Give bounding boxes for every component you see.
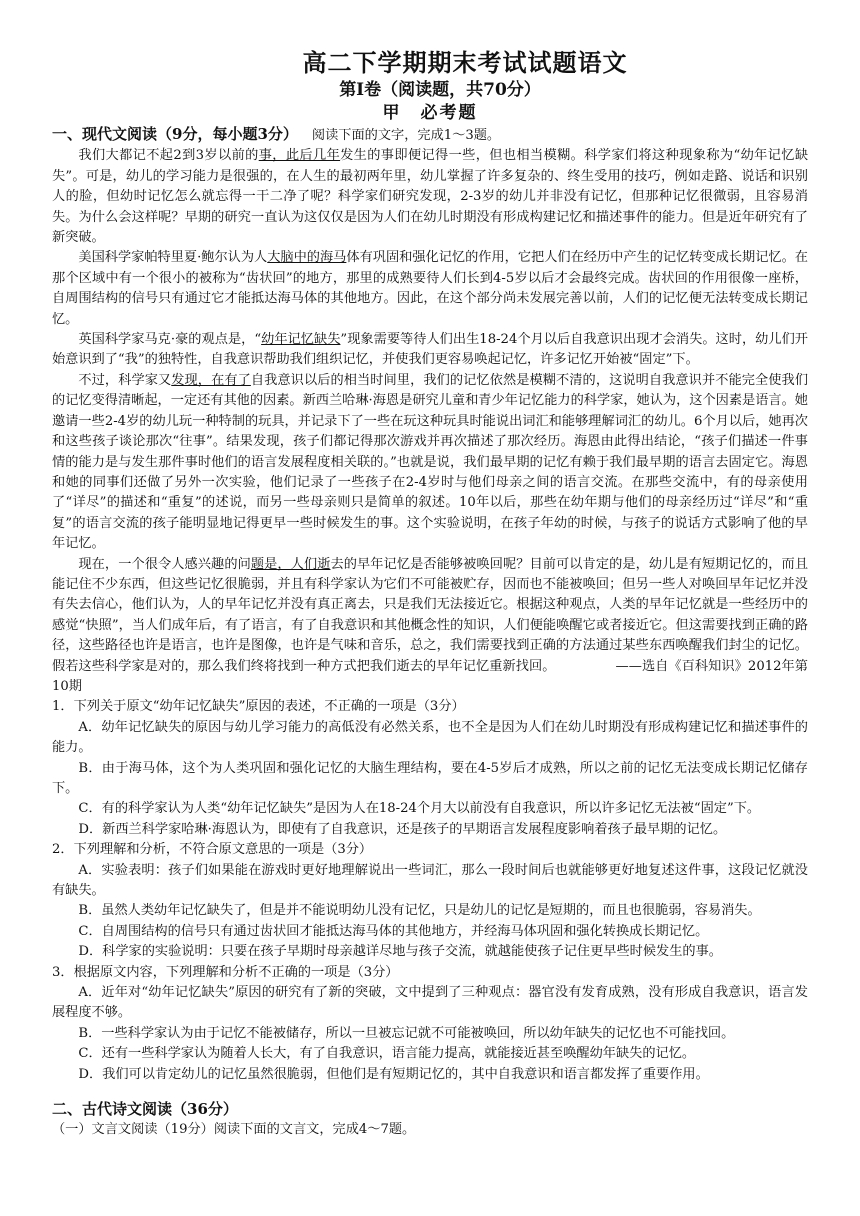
underlined-text: 幼年记忆缺失 (261, 332, 341, 348)
page-title: 高二下学期期末考试试题语文 (302, 48, 628, 77)
question-stem: 1．下列关于原文“幼年记忆缺失”原因的表述，不正确的一项是（3分） (52, 699, 465, 715)
question-option: B．由于海马体，这个为人类巩固和强化记忆的大脑生理结构，要在4-5岁后才成熟，所以之前的记忆无法变成长期记忆储存下。 (52, 760, 808, 796)
section1-heading-line (52, 124, 808, 146)
underlined-text: 事，此后几年 (258, 148, 341, 164)
section1-lead: 阅读下面的文字，完成1～3题。 (311, 128, 501, 143)
question-option: B．虽然人类幼年记忆缺失了，但是并不能说明幼儿没有记忆，只是幼儿的记忆是短期的，而且也很脆弱，容易消失。 (78, 903, 761, 919)
question-option: A．幼年记忆缺失的原因与幼儿学习能力的高低没有必然关系，也不全是因为人们在幼儿时期没有形成构建记忆和描述事件的能力。 (52, 719, 808, 756)
volume-heading: 第Ⅰ卷（阅读题，共70分） (339, 80, 541, 100)
section1-heading: 一、现代文阅读（9分，每小题3分） (52, 125, 298, 143)
question-option: C．自周围结构的信号只有通过齿状回才能抵达海马体的其他地方，并经海马体巩固和强化转换成长期记忆。 (78, 923, 709, 939)
question-option: C．还有一些科学家认为随着人长大，有了自我意识，语言能力提高，就能接近甚至唤醒幼年缺失的记忆。 (78, 1046, 696, 1062)
paragraph-2: 美国科学家帕特里夏·鲍尔认为人大脑中的海马体有巩固和强化记忆的作用，它把人们在经历中产生的记忆转变成长期记忆。在那个区域中有一个很小的被称为“齿状回”的地方，那里的成熟要待人们长到4-5岁以后才会最终完成。齿状回的作用很像一座桥，自周围结构的信号只有通过它才能抵达海马体的其他地方。因此，在这个部分尚未发展完善以前，人们的记忆便无法转变成长期记忆。 (52, 250, 808, 327)
question-option: A．近年对“幼年记忆缺失”原因的研究有了新的突破，文中提到了三种观点：器官没有发育成熟，没有形成自我意识，语言发展程度不够。 (52, 985, 808, 1021)
question-3 (52, 963, 808, 1085)
question-option: D．科学家的实验说明：只要在孩子早期时母亲越详尽地与孩子交流，就越能使孩子记住更早些时候发生的事。 (78, 944, 722, 960)
question-1 (52, 697, 808, 840)
question-option: A．实验表明：孩子们如果能在游戏时更好地理解说出一些词汇，那么一段时间后也就能够更好地复述这件事，这段记忆就没有缺失。 (52, 862, 808, 899)
part-heading: 甲 必考题 (382, 103, 478, 123)
paragraph-1: 我们大都记不起2到3岁以前的事，此后几年发生的事即便记得一些，但也相当模糊。科学家们将这种现象称为“幼年记忆缺失”。可是，幼儿的学习能力是很强的，在人生的最初两年里，幼儿掌握了许多复杂的、终生受用的技巧，例如走路、说话和识别人的脸，但幼时记忆怎么就忘得一干二净了呢？科学家们研究发现，2-3岁的幼儿并非没有记忆，但那种记忆很微弱，且容易消失。为什么会这样呢？早期的研究一直认为这仅仅是因为人们在幼儿时期没有形成构建记忆和描述事件的能力。但是近年研究有了新突破。 (52, 148, 809, 246)
section2-subheading: （一）文言文阅读（19分）阅读下面的文言文，完成4～7题。 (52, 1121, 416, 1137)
question-2 (52, 840, 808, 962)
section2-heading: 二、古代诗文阅读（36分） (52, 1100, 238, 1119)
question-stem: 3．根据原文内容，下列理解和分析不正确的一项是（3分） (52, 964, 399, 980)
question-option: C．有的科学家认为人类“幼年记忆缺失”是因为人在18-24个月大以前没有自我意识，所以许多记忆无法被“固定”下。 (78, 801, 761, 817)
paragraph-3: 英国科学家马克·豪的观点是，“幼年记忆缺失”现象需要等待人们出生18-24个月以后自我意识出现才会消失。这时，幼儿们开始意识到了“我”的独特性，自我意识帮助我们组织记忆，并使我们更容易唤起记忆，许多记忆开始被“固定”下。 (52, 332, 808, 368)
underlined-text: 发现，在有了 (171, 372, 251, 388)
paragraph-4: 不过，科学家又发现，在有了自我意识以后的相当时间里，我们的记忆依然是模糊不清的，这说明自我意识并不能完全使我们的记忆变得清晰起，一定还有其他的因素。新西兰哈琳·海恩是研究儿童和青少年记忆能力的科学家，她认为，这个因素是语言。她邀请一些2-4岁的幼儿玩一种特制的玩具，并记录下了一些在玩这种玩具时能说出词汇和能够理解词汇的幼儿。6个月以后，她再次和这些孩子谈论那次“往事”。结果发现，孩子们都记得那次游戏并再次描述了那次经历。海恩由此得出结论，“孩子们描述一件事情的能力是与发生那件事时他们的语言发展程度相关联的。”也就是说，我们最早期的记忆有赖于我们最早期的语言去固定它。海恩和她的同事们还做了另外一次实验，他们记录了一些孩子在2-4岁时与他们母亲之间的语言交流。在那些交流中，有的母亲使用了“详尽”的描述和“重复”的述说，而另一些母亲则只是简单的叙述。10年以后，那些在幼年期与他们的母亲经历过“详尽”和“重复”的语言交流的孩子能明显地记得更早一些时候发生的事。这个实验说明，在孩子年幼的时候，与孩子的说话方式影响了他的早年记忆。 (52, 372, 809, 552)
question-stem: 2．下列理解和分析，不符合原文意思的一项是（3分） (52, 842, 373, 858)
paragraph-5: 现在，一个很令人感兴趣的问题是，人们逝去的早年记忆是否能够被唤回呢？目前可以肯定的是，幼儿是有短期记忆的，而且能记住不少东西，但这些记忆很脆弱，并且有科学家认为它们不可能被贮存，因而也不能被唤回；但另一些人对唤回早年记忆并没有失去信心，他们认为，人的早年记忆并没有真正离去，只是我们无法接近它。根据这种观点，人类的早年记忆就是一些经历中的感觉“快照”，当人们成年后，有了语言，有了自我意识和其他概念性的知识，人们便能唤醒它或者接近它。但这需要找到正确的路径，这些路径也许是语言，也许是图像，也许是气味和音乐，总之，我们需要找到正确的方法通过某些东西唤醒我们封尘的记忆。假若这些科学家是对的，那么我们终将找到一种方式把我们逝去的早年记忆重新找回。 ——选自《百科知识》2012年第10期 (52, 556, 809, 694)
underlined-text: 大脑中的海马 (267, 250, 347, 266)
question-option: B．一些科学家认为由于记忆不能被储存，所以一旦被忘记就不可能被唤回，所以幼年缺失的记忆也不可能找回。 (78, 1025, 735, 1041)
question-option: D．新西兰科学家哈琳·海恩认为，即使有了自我意识，还是孩子的早期语言发展程度影响着孩子最早期的记忆。 (78, 821, 727, 837)
question-option: D．我们可以肯定幼儿的记忆虽然很脆弱，但他们是有短期记忆的，其中自我意识和语言都发挥了重要作用。 (78, 1066, 709, 1082)
source-citation: ——选自《百科知识》2012年第10期 (52, 658, 808, 694)
underlined-text: 题是，人们逝 (250, 556, 331, 572)
